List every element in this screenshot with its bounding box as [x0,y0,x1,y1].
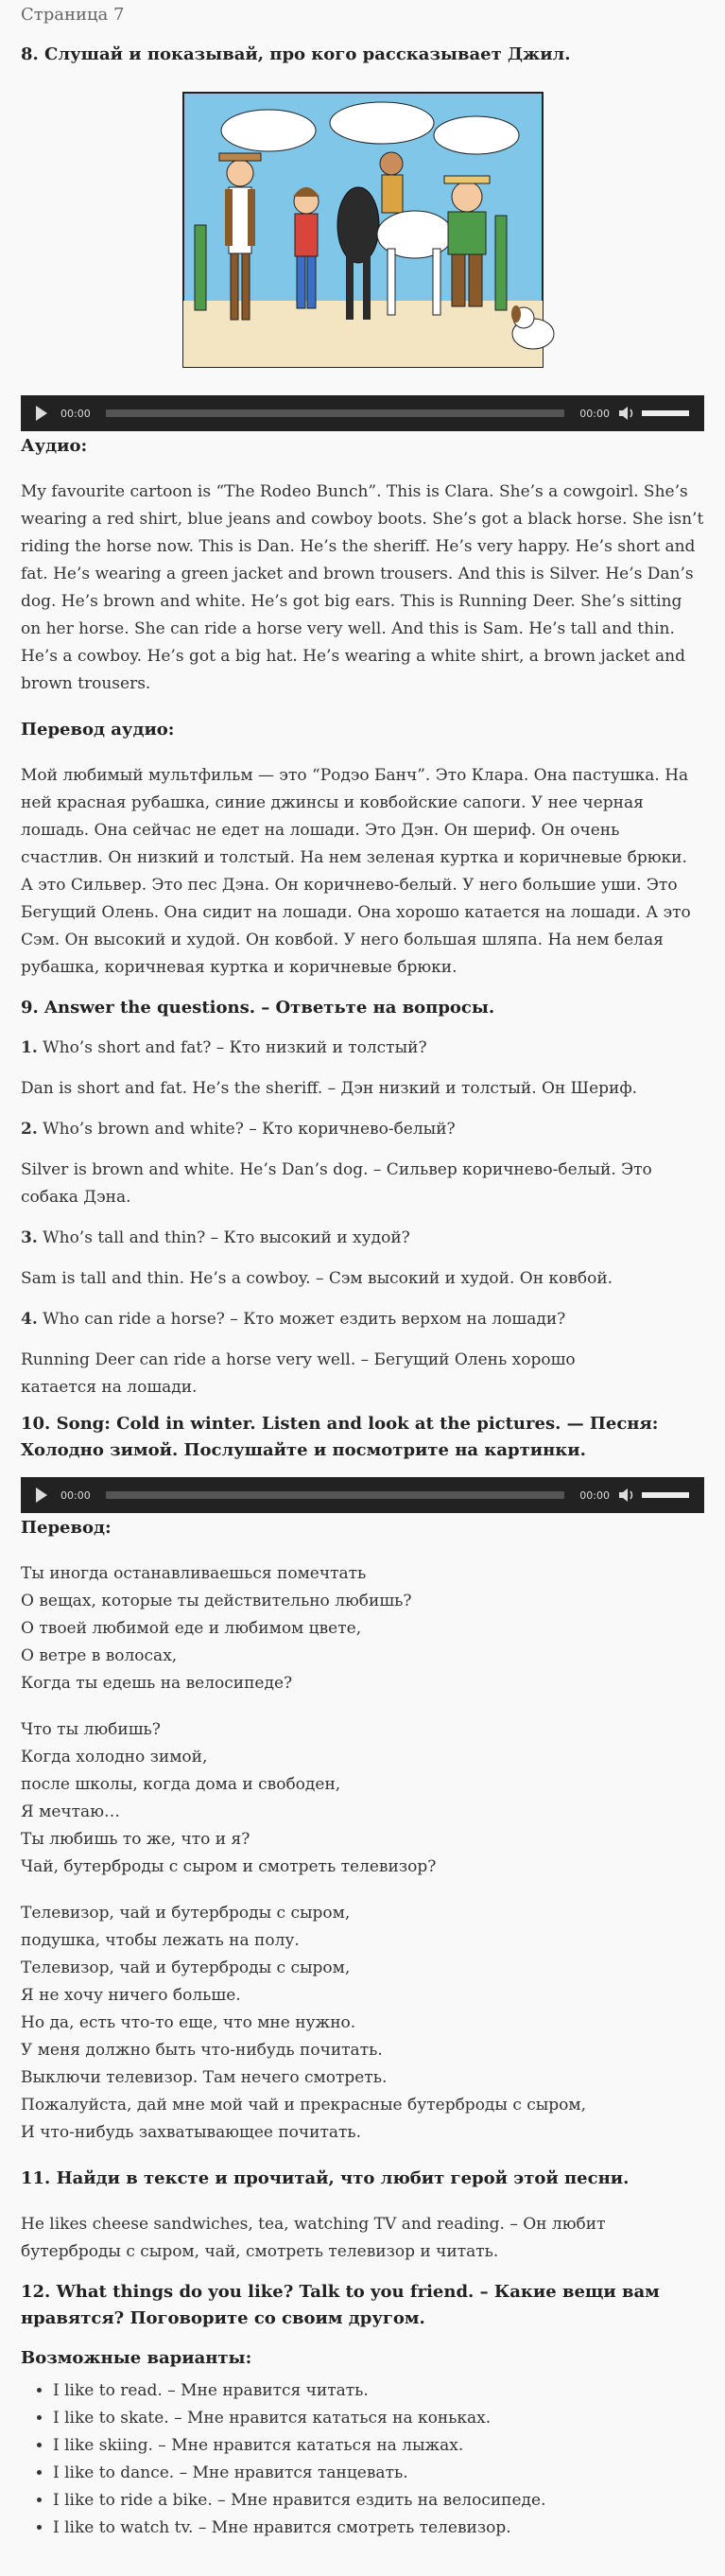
stanza-3 [21,1900,704,2147]
answer-1: Dan is short and fat. He’s the sheriff. – Дэн низкий и толстый. Он Шериф. [21,1079,638,1098]
poem-line: Ты любишь то же, что и я? [21,1830,250,1849]
list-item: • I like to skate. – Мне нравится кататься на коньках. [53,2405,704,2432]
poem-line: подушка, чтобы лежать на полу. [21,1931,300,1950]
question-text: Who’s brown and white? – Кто коричнево-белый? [37,1120,456,1139]
duration: 00:00 [579,407,610,420]
poem-line: Когда холодно зимой, [21,1748,208,1767]
illustration-wrap [21,83,704,382]
poem-line: И что-нибудь захватывающее почитать. [21,2123,362,2142]
question-number: 3. [21,1228,38,1247]
poem-line: Пожалуйста, дай мне мой чай и прекрасные бутерброды с сыром, [21,2096,587,2115]
question-text: Who’s short and fat? – Кто низкий и толстый? [37,1038,427,1057]
question-text: Who can ride a horse? – Кто может ездить верхом на лошади? [37,1310,566,1329]
translation-text: Мой любимый мультфильм — это “Родэо Банч”. Это Клара. Она пастушка. На ней красная рубашка, синие джинсы и ковбойские сапоги. У нее черная лошадь. Она сейчас не едет на лошади. Это Дэн. Он шериф. Он очень счастлив. Он низкий и толстый. На нем зеленая куртка и коричневые брюки. А это Сильвер. Это пес Дэна. Он коричнево-белый. У него большие уши. Это Бегущий Олень. Она сидит на лошади. Она хорошо катается на лошади. А это Сэм. Он высокий и худой. Он ковбой. У него большая шляпа. На нем белая рубашка, коричневая куртка и коричневые брюки. [21,766,691,977]
question-2 [21,1116,704,1143]
variants-label: Возможные варианты: [21,2348,252,2368]
stanza-2 [21,1716,704,1881]
question-number: 2. [21,1120,38,1139]
poem-line: Я мечтаю… [21,1802,120,1821]
audio-player-1 [21,395,704,431]
poem-line: О твоей любимой еде и любимом цвете, [21,1619,362,1638]
answer-2: Silver is brown and white. He’s Dan’s dog. – Сильвер коричнево-белый. Это собака Дэна. [21,1160,652,1207]
volume-icon[interactable] [619,1488,636,1502]
task10-heading: 10. Song: Cold in winter. Listen and look at the pictures. — Песня: Холодно зимой. Послушайте и посмотрите на картинки. [21,1414,659,1460]
poem-line: Телевизор, чай и бутерброды с сыром, [21,1904,351,1923]
volume-slider[interactable] [642,1492,689,1498]
question-1 [21,1035,704,1062]
poem-line: О ветре в волосах, [21,1646,178,1665]
list-item: • I like to watch tv. – Мне нравится смотреть телевизор. [53,2515,704,2542]
poem-line: О вещах, которые ты действительно любишь? [21,1592,412,1610]
duration: 00:00 [579,1488,610,1502]
seek-bar[interactable] [106,409,565,417]
poem-line: Телевизор, чай и бутерброды с сыром, [21,1958,351,1977]
current-time: 00:00 [60,1488,91,1502]
answer-4-line-1: Running Deer can ride a horse very well. – Бегущий Олень хорошо [21,1350,576,1369]
audio-player-2 [21,1477,704,1513]
poem-line: Когда ты едешь на велосипеде? [21,1674,293,1693]
poem-line: после школы, когда дома и свободен, [21,1775,341,1794]
poem-line: Что ты любишь? [21,1720,161,1739]
list-item: • I like skiing. – Мне нравится кататься на лыжах. [53,2432,704,2460]
task11-heading: 11. Найди в тексте и прочитай, что любит герой этой песни. [21,2168,630,2188]
task8-heading: 8. Слушай и показывай, про кого рассказывает Джил. [21,44,571,64]
play-icon[interactable] [36,1488,47,1503]
poem-line: Я не хочу ничего больше. [21,1986,241,2005]
poem-line: Ты иногда останавливаешься помечтать [21,1564,367,1583]
play-icon[interactable] [36,406,47,421]
translation-label: Перевод аудио: [21,720,175,740]
task12-heading: 12. What things do you like? Talk to you friend. – Какие вещи вам нравятся? Поговорите со своим другом. [21,2282,660,2328]
current-time: 00:00 [60,407,91,420]
page-label: Страница 7 [21,5,125,25]
song-translation-label: Перевод: [21,1518,112,1538]
volume-icon[interactable] [619,407,636,420]
rodeo-bunch-illustration [164,83,561,382]
audio-label: Аудио: [21,436,88,456]
poem-line: Но да, есть что-то еще, что мне нужно. [21,2013,356,2032]
question-3 [21,1225,704,1252]
audio-text: My favourite cartoon is “The Rodeo Bunch”. This is Clara. She’s a cowgoirl. She’s wearing a red shirt, blue jeans and cowboy boots. She’s got a black horse. She isn’t riding the horse now. This is Dan. He’s the sheriff. He’s very happy. He’s short and fat. He’s wearing a green jacket and brown trousers. And this is Silver. He’s Dan’s dog. He’s brown and white. He’s got big ears. This is Running Deer. She’s sitting on her horse. She can ride a horse very well. And this is Sam. He’s tall and thin. He’s a cowboy. He’s got a big hat. He’s wearing a white shirt, a brown jacket and brown trousers. [21,482,704,693]
list-item: • I like to read. – Мне нравится читать. [53,2377,704,2405]
poem-line: Выключи телевизор. Там нечего смотреть. [21,2068,388,2087]
answer-3: Sam is tall and thin. He’s a cowboy. – Сэм высокий и худой. Он ковбой. [21,1269,613,1288]
variants-list [21,2377,704,2542]
question-number: 4. [21,1310,38,1329]
stanza-1 [21,1560,704,1697]
seek-bar[interactable] [106,1491,565,1499]
answer-4-line-2: катается на лошади. [21,1378,198,1397]
list-item: • I like to dance. – Мне нравится танцевать. [53,2460,704,2487]
task11-answer: He likes cheese sandwiches, tea, watching TV and reading. – Он любит бутерброды с сыром, чай, смотреть телевизор и читать. [21,2215,606,2261]
question-4 [21,1306,704,1333]
question-number: 1. [21,1038,38,1057]
poem-line: Чай, бутерброды с сыром и смотреть телевизор? [21,1857,437,1876]
poem-line: У меня должно быть что-нибудь почитать. [21,2041,383,2060]
list-item: • I like to ride a bike. – Мне нравится ездить на велосипеде. [53,2487,704,2515]
question-text: Who’s tall and thin? – Кто высокий и худой? [37,1228,410,1247]
volume-slider[interactable] [642,410,689,416]
task9-heading: 9. Answer the questions. – Ответьте на вопросы. [21,998,495,1018]
